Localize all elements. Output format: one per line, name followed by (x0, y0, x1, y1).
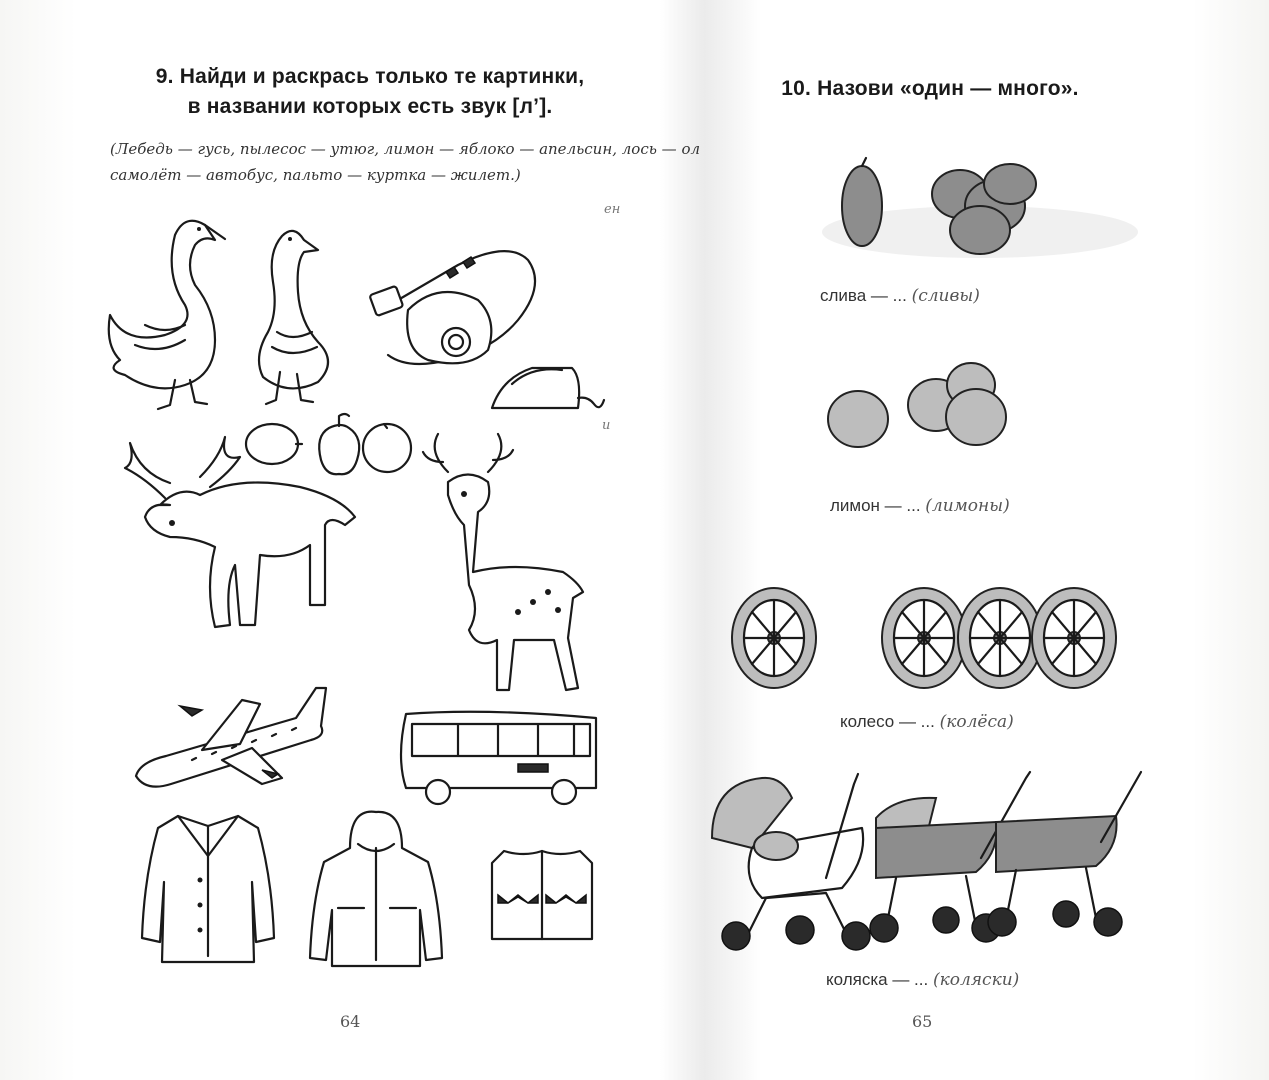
jacket-picture (298, 808, 448, 968)
plums-picture (820, 150, 1150, 265)
vest-picture (488, 845, 600, 945)
right-page (640, 0, 1269, 1080)
wheels-many-picture (882, 588, 1116, 688)
caption-plum: слива — ... (сливы) (820, 286, 980, 306)
stroller-single-picture (712, 774, 870, 950)
caption-lemon: лимон — ... (лимоны) (830, 496, 1010, 516)
coat-picture (138, 810, 278, 965)
edge-text: и (602, 418, 611, 433)
wheels-picture (726, 582, 1126, 692)
caption-stroller: коляска — ... (коляски) (826, 970, 1020, 990)
moose-picture (110, 435, 370, 675)
page-number-right: 65 (912, 1012, 933, 1031)
page-number-left: 64 (340, 1012, 361, 1031)
strollers-picture (706, 768, 1156, 958)
task-10-title: 10. Назови «один — много». (781, 77, 1079, 100)
goose-picture (242, 222, 342, 412)
caption-wheel: колесо — ... (колёса) (840, 712, 1014, 732)
bus-picture (398, 708, 603, 813)
task-9-hint: (Лебедь — гусь, пылесос — утюг, лимон — яблоко — апельсин, лось — ол самолёт — автобус, пальто — куртка — жилет.) (110, 140, 701, 184)
airplane-picture (132, 680, 337, 795)
orange-picture (363, 424, 411, 472)
edge-text: ен (604, 202, 621, 217)
strollers-many-picture (870, 772, 1141, 942)
swan-picture (105, 205, 245, 415)
lemons-many-picture (908, 363, 1006, 445)
wheel-single-picture (732, 588, 816, 688)
task-9-title: 9. Найди и раскрась только те картинки, в названии которых есть звук [л’]. (155, 65, 585, 118)
plum-single-picture (842, 158, 882, 246)
iron-picture (488, 360, 606, 420)
lemons-picture (826, 355, 1026, 455)
lemon-single-picture (828, 391, 888, 447)
deer-picture (418, 432, 608, 692)
